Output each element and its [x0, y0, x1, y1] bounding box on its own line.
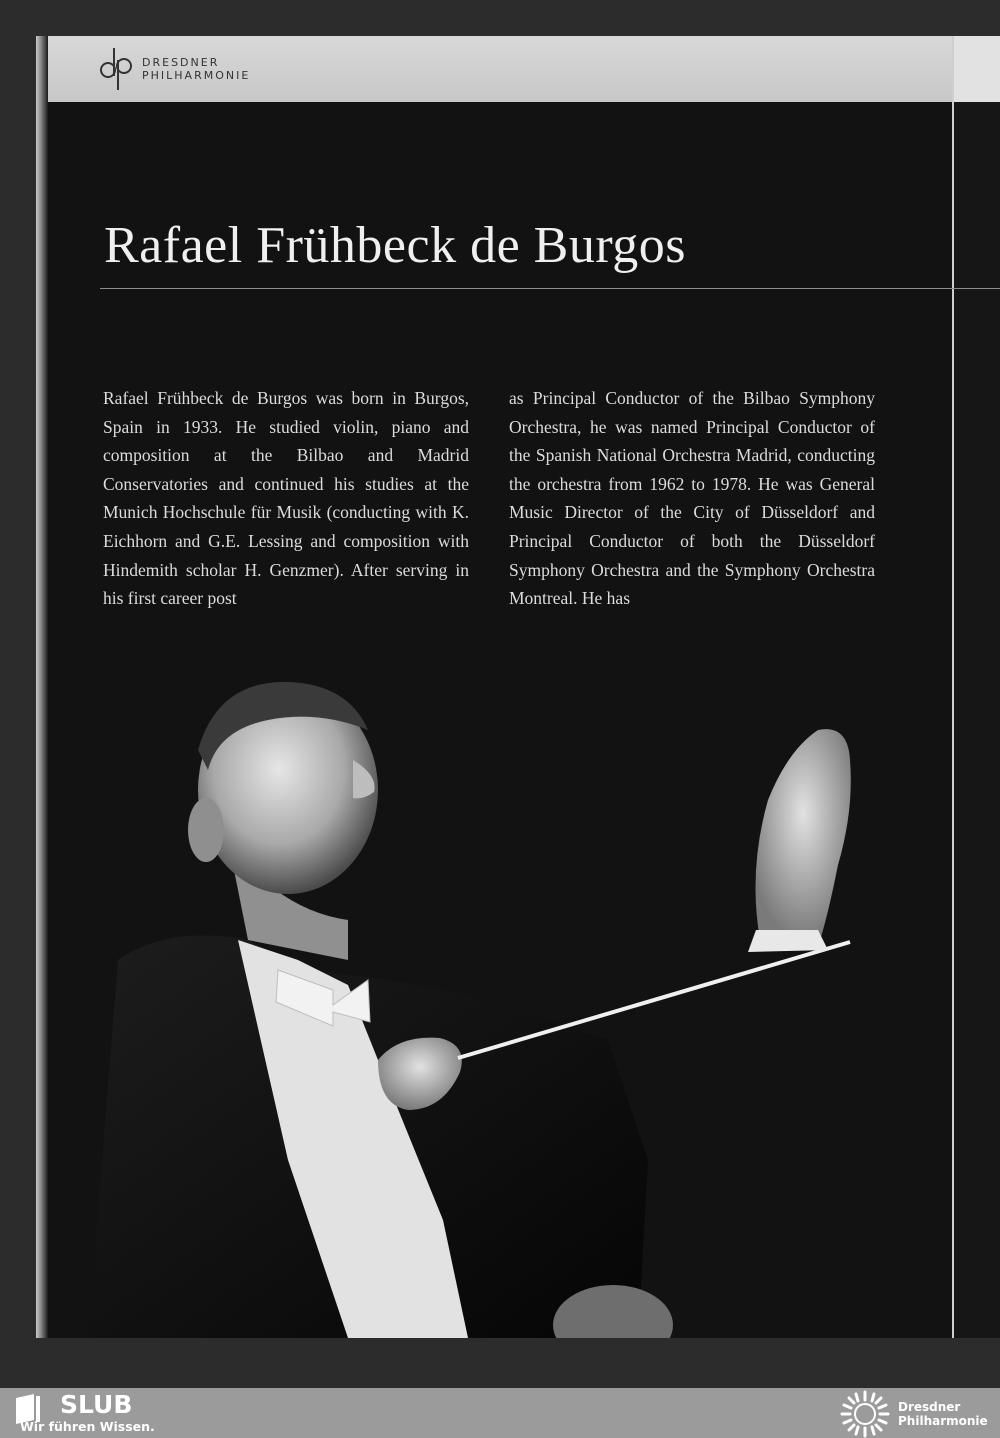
title-divider: [100, 288, 1000, 289]
partner-line-2: Philharmonie: [898, 1414, 988, 1428]
dresdner-philharmonie-logo: [98, 46, 250, 92]
body-column-1: Rafael Frühbeck de Burgos was born in Burgos, Spain in 1933. He studied violin, piano and composition at the Bilbao and Madrid Conservatories and continued his studies at the Munich Hochschule für Musik (conducting with K. Eichhorn and G.E. Lessing and composition with Hindemith scholar H. Genzmer). After serving in his first career post: [103, 388, 469, 609]
logo-wordmark: [142, 56, 250, 82]
partner-line-1: Dresdner: [898, 1400, 961, 1414]
article-title: Rafael Frühbeck de Burgos: [104, 217, 686, 274]
page-edge: [36, 36, 48, 1338]
slub-name: SLUB: [60, 1390, 133, 1419]
body-column-2: as Principal Conductor of the Bilbao Symphony Orchestra, he was named Principal Conductor of the Spanish National Orchestra Madrid, conducting the orchestra from 1962 to 1978. He was General Music Director of the City of Düsseldorf and Principal Conductor of both the Düsseldorf Symphony Orchestra and the Symphony Orchestra Montreal. He has: [509, 388, 875, 609]
adjacent-page: [952, 36, 1000, 1338]
sunburst-icon: [840, 1390, 890, 1438]
partner-wordmark: [898, 1400, 988, 1428]
adjacent-page-header: [954, 36, 1000, 102]
dp-monogram-icon: [98, 46, 134, 92]
partner-logo: [840, 1390, 988, 1438]
slub-tagline: Wir führen Wissen.: [20, 1419, 155, 1434]
conductor-photo: [48, 640, 952, 1338]
logo-line-1: DRESDNER: [142, 56, 220, 69]
logo-line-2: PHILHARMONIE: [142, 69, 251, 82]
slub-logo: [12, 1390, 155, 1434]
